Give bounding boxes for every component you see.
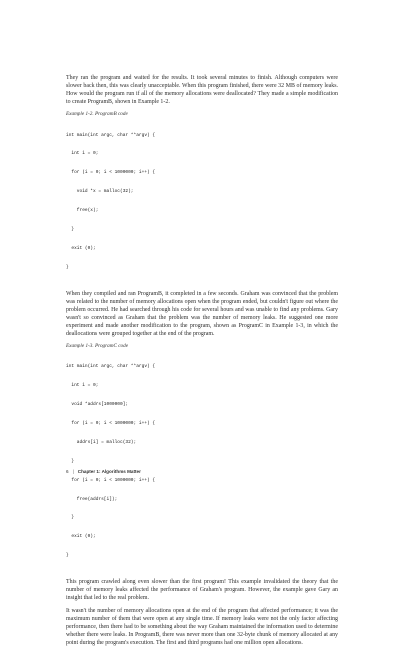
code-listing	[66, 120, 338, 284]
code-line: for (i = 0; i < 1000000; i++) {	[66, 420, 156, 426]
paragraph: They ran the program and waited for the results. It took several minutes to finish. Although computers were slower back then, this was clearly unacceptable. When this program finished, there were 32 MB of memory leaks. How would the program run if all of the memory allocations were deallocated? They made a simple modification to create ProgramB, shown in Example 1-2.	[66, 75, 338, 105]
code-line: void *x = malloc(32);	[66, 189, 134, 195]
code-line: exit (0);	[66, 534, 96, 540]
code-line: }	[66, 458, 75, 464]
page-number: 6	[66, 469, 69, 474]
code-line: int i = 0;	[66, 383, 99, 389]
paragraph: This program crawled along even slower than the first program! This example invalidated the theory that the number of memory leaks affected the performance of Graham's program. However, the example gave Gary an insight that led to the real problem.	[66, 579, 338, 602]
page-body	[66, 74, 338, 652]
code-line: free(x);	[66, 208, 99, 214]
code-line: for (i = 0; i < 1000000; i++) {	[66, 170, 156, 176]
code-line: free(addrs[i]);	[66, 496, 118, 502]
code-line: addrs[i] = malloc(32);	[66, 439, 137, 445]
code-listing	[66, 352, 338, 572]
paragraph: When they compiled and ran ProgramB, it completed in a few seconds. Graham was convinced that the problem was related to the number of memory allocations open when the program ended, but couldn't figure out where the problem occurred. He had searched through his code for several hours and was unable to find any problems. Gary wasn't so convinced as Graham that the problem was the number of memory leaks. He suggested one more experiment and made another modification to the program, shown as ProgramC in Example 1-3, in which the deallocations were grouped together at the end of the program.	[66, 290, 338, 337]
chapter-title: Chapter 1: Algorithms Matter	[77, 469, 141, 474]
code-line: }	[66, 264, 69, 270]
code-line: }	[66, 227, 75, 233]
code-line: for (i = 0; i < 1000000; i++) {	[66, 477, 156, 483]
code-line: exit (0);	[66, 245, 96, 251]
code-line: void *addrs[1000000];	[66, 402, 129, 408]
code-line: int i = 0;	[66, 151, 99, 157]
page-footer	[66, 469, 141, 475]
paragraph: It wasn't the number of memory allocations open at the end of the program that affected performance; it was the maximum number of them that were open at any single time. If memory leaks were not the only factor affecting performance, then there had to be something about the way Graham maintained the information used to determine whether there were leaks. In ProgramB, there was never more than one 32-byte chunk of memory allocated at any point during the program's execution. The first and third programs had one million open allocations.	[66, 608, 338, 647]
footer-separator: |	[72, 469, 74, 474]
code-line: }	[66, 515, 75, 521]
example-caption: Example 1-3. ProgramC code	[66, 342, 129, 349]
example-caption: Example 1-2. ProgramB code	[66, 111, 128, 117]
code-line: int main(int argc, char **argv) {	[66, 364, 156, 370]
code-line: }	[66, 553, 69, 559]
code-line: int main(int argc, char **argv) {	[66, 132, 156, 138]
